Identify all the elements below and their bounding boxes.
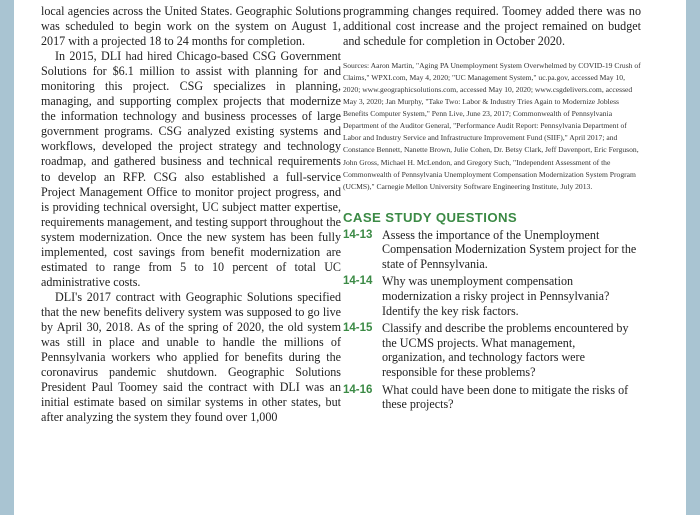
question-list [343, 228, 641, 412]
question-text: What could have been done to mitigate the risks of these projects? [382, 382, 629, 412]
question-number: 14-13 [343, 228, 373, 241]
paragraph: In 2015, DLI had hired Chicago-based CSG Government Solutions for $6.1 million to assist with planning for and monitoring this project. CSG specializes in planning, managing, and supporting complex projects that modernize the information technology and business processes of large government programs. CSG analyzed existing systems and workflows, developed the project strategy and technology roadmap, and gathered business and technical requirements to develop an RFP. CSG also established a full-service Project Management Office to monitor project progress, and is providing technical oversight, UC subject matter expertise, requirements management, and testing support throughout the system modernization. Once the new system has been fully implemented, cost savings from benefit modernization are estimated to range from 5 to 10 percent of total UC administrative costs. [41, 49, 341, 289]
question-item [343, 321, 641, 379]
question-item [343, 383, 641, 412]
question-number: 14-16 [343, 383, 373, 396]
question-item [343, 274, 641, 318]
left-column [41, 4, 341, 425]
question-text: Why was unemployment compensation modernization a risky project in Pennsylvania? Identify the key risk factors. [382, 274, 610, 318]
paragraph-continuation: programming changes required. Toomey added there was no additional cost increase and the project remained on budget and schedule for completion in October 2020. [343, 4, 641, 49]
question-text: Assess the importance of the Unemployment Compensation Modernization System project for the state of Pennsylvania. [382, 227, 637, 271]
question-text: Classify and describe the problems encountered by the UCMS projects. What management, organization, and technology factors were responsible for these problems? [382, 321, 629, 379]
right-column [343, 4, 641, 415]
case-study-heading: CASE STUDY QUESTIONS [343, 209, 518, 225]
question-number: 14-14 [343, 275, 373, 288]
paragraph: local agencies across the United States. Geographic Solutions was scheduled to begin work on the system on August 1, 2017 with a projected 18 to 24 months for completion. [41, 4, 341, 49]
sources-citation: Sources: Aaron Martin, "Aging PA Unemployment System Overwhelmed by COVID-19 Crush of Claims," WPXI.com, May 4, 2020; "UC Management System," uc.pa.gov, accessed May 10, 2020; www.geographicsolutions.com, accessed May 10, 2020; www.csgdelivers.com, accessed May 3, 2020; Jan Murphy, "Take Two: Labor & Industry Tries Again to Modernize Jobless Benefits Computer System," Penn Live, June 23, 2017; Commonwealth of Pennsylvania Department of the Auditor General, "Performance Audit Report: Pennsylvania Department of Labor and Industry Service and Infrastructure Improvement Fund (SIIF)," April 2017; and Constance Bennett, Nanette Brown, Julie Cohen, Dr. Betsy Clark, Jeff Davenport, Eric Ferguson, John Gross, Michael H. McLendon, and Gregory Such, "Independent Assessment of the Commonwealth of Pennsylvania Unemployment Compensation Modernization System Program (UCMS)," Carnegie Mellon University Software Engineering Institute, July 2013. [343, 61, 641, 191]
page [14, 0, 686, 515]
question-number: 14-15 [343, 322, 373, 335]
question-item [343, 228, 641, 272]
paragraph: DLI's 2017 contract with Geographic Solutions specified that the new benefits delivery system was supposed to go live by April 30, 2018. As of the spring of 2020, the old system was still in place and unable to handle the millions of Pennsylvania workers who applied for benefits during the coronavirus pandemic shutdown. Geographic Solutions President Paul Toomey said the contract with DLI was an initial estimate based on similar systems in other states, but after analyzing the system they found over 1,000 [41, 289, 341, 425]
